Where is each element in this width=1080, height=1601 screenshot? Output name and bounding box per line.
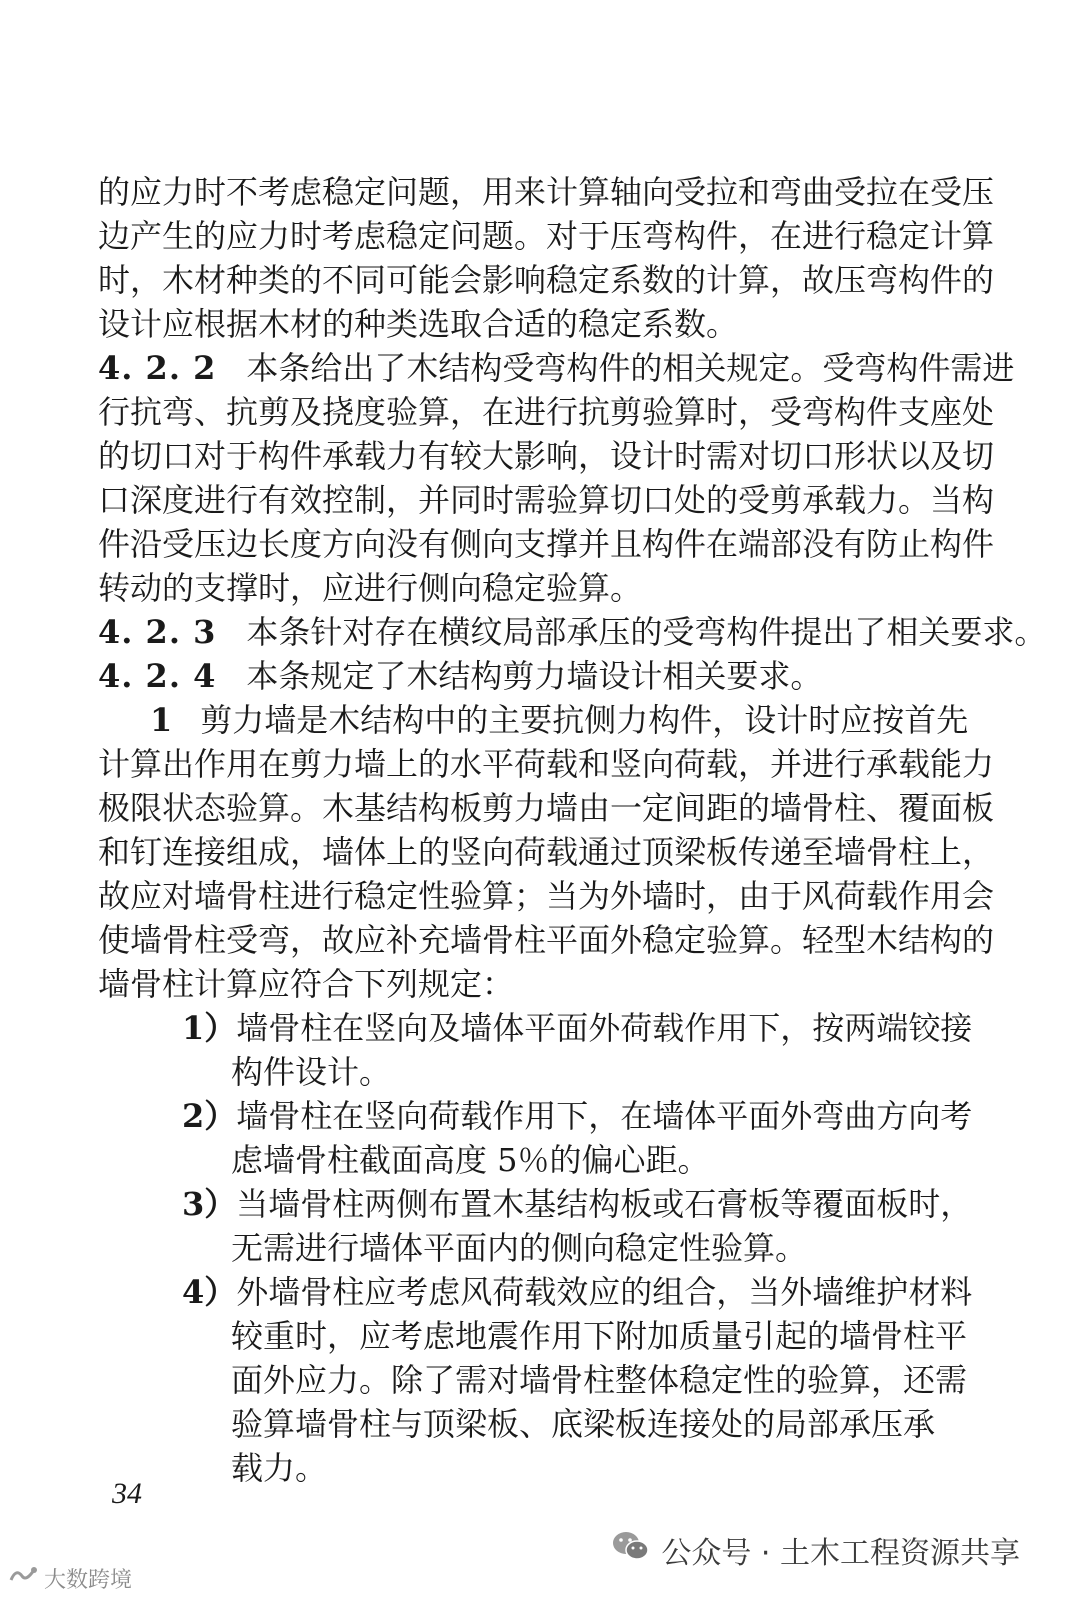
section-4-2-4 [98,656,924,696]
paragraph-line: 转动的支撑时，应进行侧向稳定验算。 [98,569,643,607]
section-number: 4. 2. 2 [98,349,217,387]
sub-item-line: 较重时，应考虑地震作用下附加质量引起的墙骨柱平 [231,1317,968,1355]
paragraph-line: 的应力时不考虑稳定问题，用来计算轴向受拉和弯曲受拉在受压 [98,173,995,211]
item-1 [150,700,969,740]
paragraph-line: 和钉连接组成，墙体上的竖向荷载通过顶梁板传递至墙骨柱上， [98,833,995,871]
sub-item-text: 当墙骨柱两侧布置木基结构板或石膏板等覆面板时， [236,1185,973,1223]
sub-item-1 [182,1008,973,1048]
watermark-wechat [611,1530,1020,1570]
sub-item-4 [182,1272,973,1312]
section-text: 本条给出了木结构受弯构件的相关规定。受弯构件需进 [246,349,1015,387]
paragraph-line: 墙骨柱计算应符合下列规定： [98,965,515,1003]
paragraph-line: 口深度进行有效控制，并同时需验算切口处的受剪承载力。当构 [98,481,995,519]
sub-item-text: 墙骨柱在竖向及墙体平面外荷载作用下，按两端铰接 [236,1009,973,1047]
brand-text: 大数跨境 [44,1567,133,1593]
item-text: 剪力墙是木结构中的主要抗侧力构件，设计时应按首先 [200,701,969,739]
brand-logo-icon [8,1564,38,1592]
paragraph-line: 使墙骨柱受弯，故应补充墙骨柱平面外稳定验算。轻型木结构的 [98,921,995,959]
sub-item-line: 载力。 [231,1449,328,1487]
sub-item-line: 构件设计。 [231,1053,392,1091]
section-text: 本条规定了木结构剪力墙设计相关要求。 [246,657,823,695]
paragraph-line: 极限状态验算。木基结构板剪力墙由一定间距的墙骨柱、覆面板 [98,789,995,827]
paragraph-line: 边产生的应力时考虑稳定问题。对于压弯构件，在进行稳定计算 [98,217,995,255]
sub-item-line: 面外应力。除了需对墙骨柱整体稳定性的验算，还需 [231,1361,968,1399]
section-number: 4. 2. 3 [98,613,217,651]
section-number: 4. 2. 4 [98,657,217,695]
section-4-2-3 [98,612,1047,652]
paragraph-line: 行抗弯、抗剪及挠度验算，在进行抗剪验算时，受弯构件支座处 [98,393,995,431]
paragraph-line: 计算出作用在剪力墙上的水平荷载和竖向荷载，并进行承载能力 [98,745,995,783]
sub-item-3 [182,1184,973,1224]
paragraph-line: 时，木材种类的不同可能会影响稳定系数的计算，故压弯构件的 [98,261,995,299]
sub-item-number: 3） [182,1185,237,1223]
paragraph-line: 设计应根据木材的种类选取合适的稳定系数。 [98,305,739,343]
paragraph-line: 故应对墙骨柱进行稳定性验算；当为外墙时，由于风荷载作用会 [98,877,995,915]
sub-item-number: 1） [182,1009,237,1047]
sub-item-2 [182,1096,973,1136]
sub-item-line: 虑墙骨柱截面高度 5％的偏心距。 [231,1141,710,1179]
paragraph-line: 件沿受压边长度方向没有侧向支撑并且构件在端部没有防止构件 [98,525,995,563]
item-number: 1 [150,701,173,739]
section-4-2-2 [98,348,1015,388]
watermark-brand [8,1562,132,1594]
section-text: 本条针对存在横纹局部承压的受弯构件提出了相关要求。 [246,613,1047,651]
sub-item-number: 2） [182,1097,237,1135]
wechat-icon [611,1529,651,1571]
sub-item-line: 验算墙骨柱与顶梁板、底梁板连接处的局部承压承 [231,1405,936,1443]
sub-item-text: 外墙骨柱应考虑风荷载效应的组合，当外墙维护材料 [236,1273,973,1311]
sub-item-text: 墙骨柱在竖向荷载作用下，在墙体平面外弯曲方向考 [236,1097,973,1135]
sub-item-number: 4） [182,1273,237,1311]
page-number: 34 [112,1477,142,1510]
watermark-text: 公众号 · 土木工程资源共享 [661,1536,1020,1571]
sub-item-line: 无需进行墙体平面内的侧向稳定性验算。 [231,1229,808,1267]
paragraph-line: 的切口对于构件承载力有较大影响，设计时需对切口形状以及切 [98,437,995,475]
